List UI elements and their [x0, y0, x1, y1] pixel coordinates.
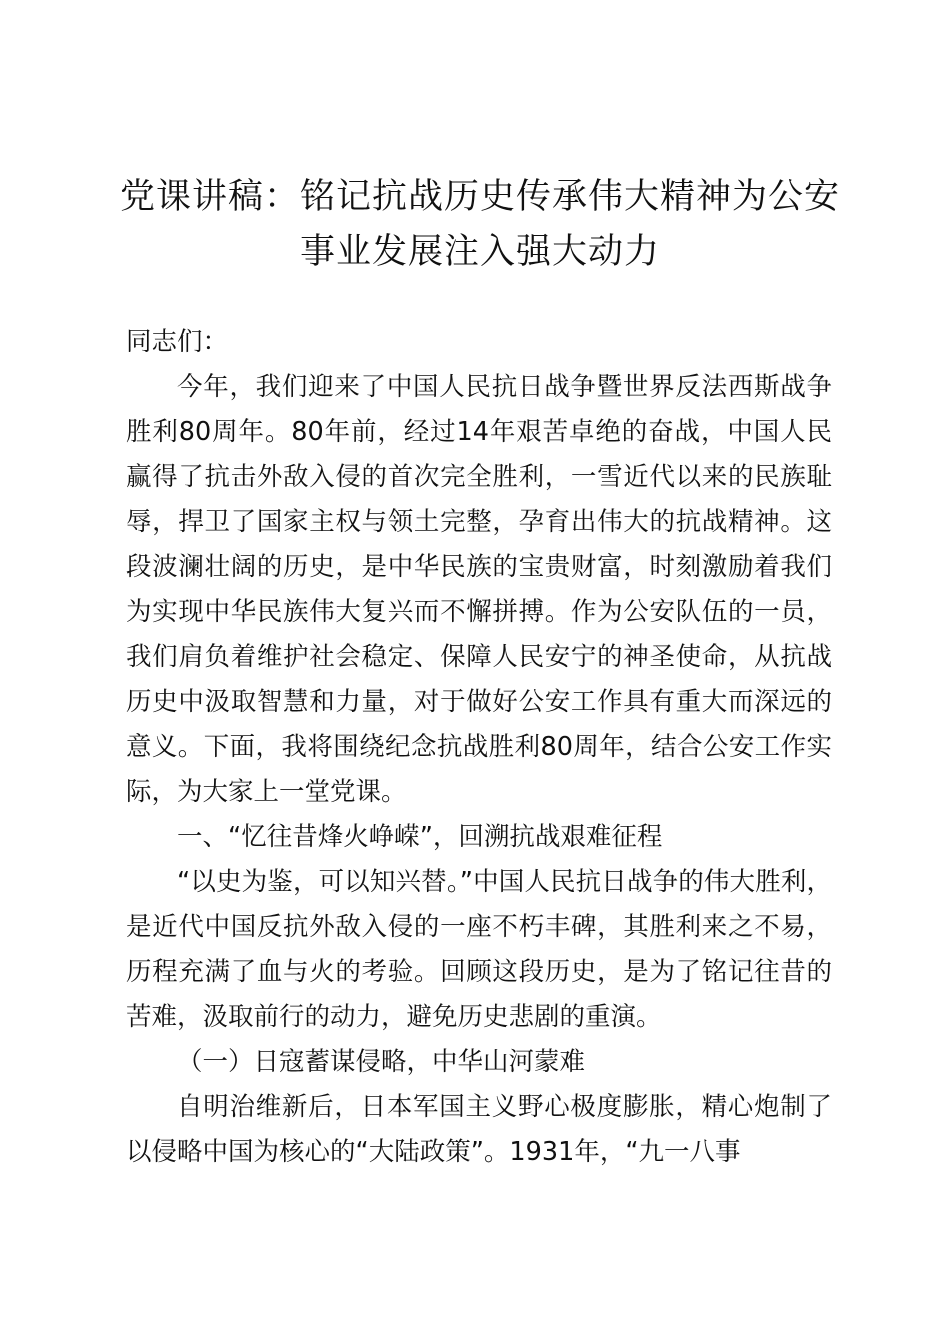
paragraph-subsection-1: 自明治维新后，日本军国主义野心极度膨胀，精心炮制了以侵略中国为核心的“大陆政策”。1931年，“九一八事 — [126, 1092, 832, 1167]
paragraph-intro: 今年，我们迎来了中国人民抗日战争暨世界反法西斯战争胜利80周年。80年前，经过14年艰苦卓绝的奋战，中国人民赢得了抗击外敌入侵的首次完全胜利，一雪近代以来的民族耻辱，捍卫了国家主权与领土完整，孕育出伟大的抗战精神。这段波澜壮阔的历史，是中华民族的宝贵财富，时刻激励着我们为实现中华民族伟大复兴而不懈拼搏。作为公安队伍的一员，我们肩负着维护社会稳定、保障人民安宁的神圣使命，从抗战历史中汲取智慧和力量，对于做好公安工作具有重大而深远的意义。下面，我将围绕纪念抗战胜利80周年，结合公安工作实际，为大家上一堂党课。 — [126, 372, 832, 807]
salutation: 同志们： — [126, 327, 229, 357]
document-title: 党课讲稿：铭记抗战历史传承伟大精神为公安事业发展注入强大动力 — [119, 177, 840, 272]
subsection-heading-1: （一）日寇蓄谋侵略，中华山河蒙难 — [177, 1047, 586, 1077]
section-heading-1: 一、“忆往昔烽火峥嵘”，回溯抗战艰难征程 — [177, 822, 663, 852]
paragraph-section-1: “以史为鉴，可以知兴替。”中国人民抗日战争的伟大胜利，是近代中国反抗外敌入侵的一座不朽丰碑，其胜利来之不易，历程充满了血与火的考验。回顾这段历史，是为了铭记往昔的苦难，汲取前行的动力，避免历史悲剧的重演。 — [126, 867, 832, 1032]
document-body — [126, 320, 832, 1175]
